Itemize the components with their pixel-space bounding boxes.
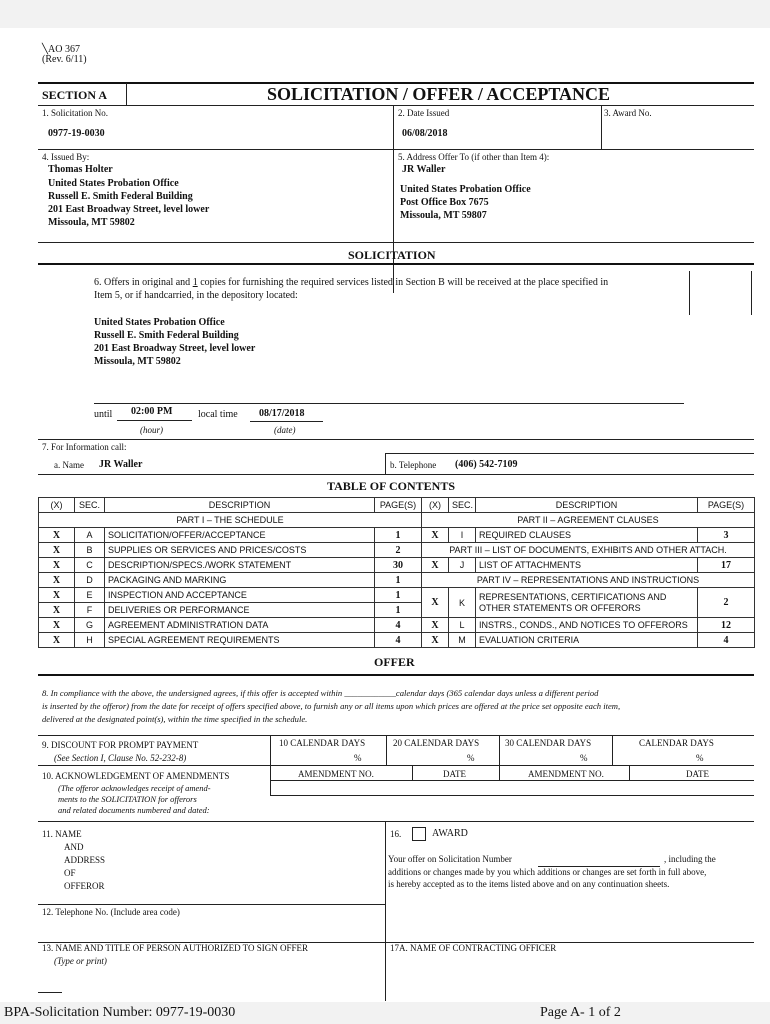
item8-line3: delivered at the designated point(s), within the time specified in the schedule. [42, 714, 308, 724]
item10-note: (The offeror acknowledges receipt of amend- [58, 783, 211, 793]
date-caption: (date) [274, 425, 296, 435]
table-row: X H SPECIAL AGREEMENT REQUIREMENTS 4 X M EVALUATION CRITERIA 4 [39, 633, 755, 648]
toc-part4: PART IV – REPRESENTATIONS AND INSTRUCTIONS [422, 573, 755, 588]
section-label: SECTION A [42, 88, 108, 102]
issued-by-line: Russell E. Smith Federal Building [48, 191, 193, 202]
depository-line: Missoula, MT 59802 [94, 356, 181, 367]
toc-part1: PART I – THE SCHEDULE [39, 513, 422, 528]
amend-col-date: DATE [686, 769, 709, 779]
discount-col-20: 20 CALENDAR DAYS [393, 738, 480, 748]
info-label: 7. For Information call: [42, 442, 127, 452]
item10-note: ments to the SOLICITATION for offerors [58, 794, 197, 804]
item6-line1: 6. Offers in original and 1 copies for furnishing the required services listed in Section B will be received at the place specified in [94, 277, 609, 288]
item11-label: OFFEROR [64, 881, 105, 891]
footer [0, 1002, 770, 1024]
depository-line: 201 East Broadway Street, level lower [94, 343, 256, 354]
table-row: X G AGREEMENT ADMINISTRATION DATA 4 X L INSTRS., CONDS., AND NOTICES TO OFFERORS 12 [39, 618, 755, 633]
footer-page-number: Page A- 1 of 2 [540, 1005, 621, 1020]
item11-label: 11. NAME [42, 829, 82, 839]
table-row: X E INSPECTION AND ACCEPTANCE 1 X K REPRESENTATIONS, CERTIFICATIONS AND OTHER STATEMENTS OR OFFERORS 2 [39, 588, 755, 603]
discount-col-10: 10 CALENDAR DAYS [279, 738, 366, 748]
telephone-label: b. Telephone [390, 460, 437, 470]
address-offer-label: 5. Address Offer To (if other than Item 4): [398, 152, 550, 162]
date-issued-label: 2. Date Issued [398, 108, 450, 118]
name-label: a. Name [54, 460, 84, 470]
form-page [0, 28, 770, 1002]
percent-sign: % [354, 753, 362, 763]
discount-col-other: CALENDAR DAYS [639, 738, 714, 748]
table-row: X D PACKAGING AND MARKING 1 PART IV – REPRESENTATIONS AND INSTRUCTIONS [39, 573, 755, 588]
percent-sign: % [696, 753, 704, 763]
award-text: , including the [664, 854, 716, 864]
toc-header-sec: SEC. [449, 498, 476, 513]
item8-line1: 8. In compliance with the above, the undersigned agrees, if this offer is accepted within ____________calendar days (365 calendar days unless a different period [42, 688, 599, 698]
amend-col-no: AMENDMENT NO. [528, 769, 604, 779]
toc-part3: PART III – LIST OF DOCUMENTS, EXHIBITS AND OTHER ATTACH. [422, 543, 755, 558]
award-label: AWARD [432, 828, 468, 839]
contact-telephone: (406) 542-7109 [455, 459, 518, 470]
item10-label: 10. ACKNOWLEDGEMENT OF AMENDMENTS [42, 771, 230, 781]
item13-label: 13. NAME AND TITLE OF PERSON AUTHORIZED TO SIGN OFFER [42, 943, 309, 953]
solicitation-heading: SOLICITATION [348, 248, 436, 262]
table-row: X C DESCRIPTION/SPECS./WORK STATEMENT 30 X J LIST OF ATTACHMENTS 17 [39, 558, 755, 573]
discount-col-30: 30 CALENDAR DAYS [505, 738, 592, 748]
item6-line2: Item 5, or if handcarried, in the depository located: [94, 290, 298, 301]
toc-header-desc: DESCRIPTION [476, 498, 698, 513]
offer-time: 02:00 PM [131, 406, 173, 417]
award-checkbox[interactable] [412, 827, 426, 841]
item11-label: AND [64, 842, 84, 852]
item12-label: 12. Telephone No. (Include area code) [42, 907, 180, 917]
date-issued-value: 06/08/2018 [402, 128, 448, 139]
toc-heading: TABLE OF CONTENTS [327, 479, 456, 493]
award-text: is hereby accepted as to the items listed above and on any continuation sheets. [388, 879, 670, 889]
toc-header-pages: PAGE(S) [698, 498, 755, 513]
footer-solicitation-number: BPA-Solicitation Number: 0977-19-0030 [4, 1005, 236, 1020]
table-row: X B SUPPLIES OR SERVICES AND PRICES/COSTS 2 PART III – LIST OF DOCUMENTS, EXHIBITS AND OTHER ATTACH. [39, 543, 755, 558]
address-offer-line: Missoula, MT 59807 [400, 210, 487, 221]
table-row: X A SOLICITATION/OFFER/ACCEPTANCE 1 X I REQUIRED CLAUSES 3 [39, 528, 755, 543]
toc-part2: PART II – AGREEMENT CLAUSES [422, 513, 755, 528]
contact-name: JR Waller [99, 459, 143, 470]
issued-by-line: Thomas Holter [48, 164, 113, 175]
item9-label: 9. DISCOUNT FOR PROMPT PAYMENT [42, 740, 199, 750]
issued-by-line: Missoula, MT 59802 [48, 217, 135, 228]
address-offer-name: JR Waller [402, 164, 446, 175]
issued-by-line: 201 East Broadway Street, level lower [48, 204, 210, 215]
solicitation-no-value: 0977-19-0030 [48, 128, 105, 139]
amend-col-no: AMENDMENT NO. [298, 769, 374, 779]
table-row: X F DELIVERIES OR PERFORMANCE 1 [39, 603, 755, 618]
item9-ref: (See Section I, Clause No. 52-232-8) [54, 753, 187, 763]
local-time-label: local time [198, 409, 238, 420]
item17a-label: 17A. NAME OF CONTRACTING OFFICER [390, 943, 557, 953]
toc-header-pages: PAGE(S) [375, 498, 422, 513]
award-no-label: 3. Award No. [604, 108, 652, 118]
item16-number: 16. [390, 829, 402, 839]
depository-line: United States Probation Office [94, 317, 225, 328]
offer-date: 08/17/2018 [259, 408, 305, 419]
award-text: additions or changes made by you which additions or changes are set forth in full above, [388, 867, 707, 877]
hour-caption: (hour) [140, 425, 163, 435]
item13-note: (Type or print) [54, 956, 107, 966]
toc-table [38, 497, 755, 648]
item10-note: and related documents numbered and dated: [58, 805, 210, 815]
depository-line: Russell E. Smith Federal Building [94, 330, 239, 341]
toc-header-desc: DESCRIPTION [105, 498, 375, 513]
solicitation-no-label: 1. Solicitation No. [42, 108, 108, 118]
award-text: Your offer on Solicitation Number [388, 854, 512, 864]
item8-line2: is inserted by the offeror) from the date for receipt of offers specified above, to furnish any or all items upon which prices are offered at the price set opposite each item, [42, 701, 621, 711]
toc-header-sec: SEC. [75, 498, 105, 513]
address-offer-line: United States Probation Office [400, 184, 531, 195]
until-label: until [94, 409, 113, 420]
issued-by-line: United States Probation Office [48, 178, 179, 189]
offer-heading: OFFER [374, 655, 415, 669]
toc-header-x: (X) [422, 498, 449, 513]
item11-label: OF [64, 868, 76, 878]
percent-sign: % [580, 753, 588, 763]
amend-col-date: DATE [443, 769, 466, 779]
form-title: SOLICITATION / OFFER / ACCEPTANCE [267, 84, 611, 104]
percent-sign: % [467, 753, 475, 763]
form-number: ╲AO 367 [42, 44, 80, 55]
form-revision: (Rev. 6/11) [42, 54, 87, 65]
item11-label: ADDRESS [64, 855, 106, 865]
toc-header-x: (X) [39, 498, 75, 513]
issued-by-label: 4. Issued By: [42, 152, 90, 162]
address-offer-line: Post Office Box 7675 [400, 197, 489, 208]
